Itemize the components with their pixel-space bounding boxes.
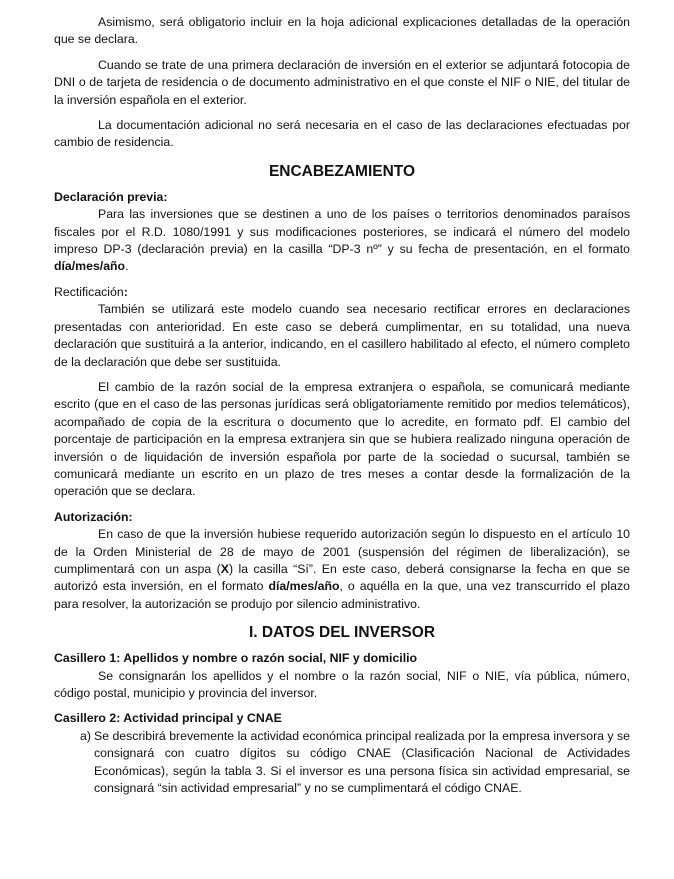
section-title-datos-inversor: I. DATOS DEL INVERSOR bbox=[248, 624, 436, 642]
date-format-bold: día/mes/año bbox=[268, 579, 340, 594]
intro-paragraph-2: Cuando se trate de una primera declaración de inversión en el exterior se adjuntará fotocopia de DNI o de tarjeta de residencia o de documento administrativo en el que conste el NIF o NIE, del titular de la inversión española en el exterior. bbox=[54, 57, 630, 107]
section-title-encabezamiento: ENCABEZAMIENTO bbox=[268, 162, 416, 180]
rectificacion-heading-colon: : bbox=[123, 284, 128, 299]
list-marker-a: a) bbox=[80, 728, 91, 743]
casillero-2-heading: Casillero 2: Actividad principal y CNAE bbox=[54, 711, 282, 726]
rectificacion-heading-text: Rectificación bbox=[54, 284, 124, 299]
declaracion-previa-paragraph bbox=[54, 206, 630, 276]
rectificacion-heading bbox=[54, 284, 630, 301]
date-format-bold: día/mes/año bbox=[54, 259, 126, 274]
declaracion-previa-end: . bbox=[125, 259, 129, 274]
autorizacion-text-1: En caso de que la inversión hubiese requerido autorización según lo dispuesto en el artículo 10 de la Orden Ministerial de 28 de mayo de 2001 (suspensión del régimen de liberalización), se cumplimentará con un aspa ( bbox=[54, 527, 630, 576]
intro-paragraph-3: La documentación adicional no será necesaria en el caso de las declaraciones efectuadas por cambio de residencia. bbox=[54, 118, 630, 150]
declaracion-previa-text: Para las inversiones que se destinen a uno de los países o territorios denominados paraísos fiscales por el R.D. 1080/1991 y sus modificaciones posteriores, se indicará el número del modelo impreso DP-3 (declaración previa) en la casilla “DP-3 nº” y su fecha de presentación, en el formato bbox=[54, 207, 630, 257]
casillero-2-list-item-a bbox=[54, 728, 630, 798]
casillero-1-paragraph: Se consignarán los apellidos y el nombre o la razón social, NIF o NIE, vía pública, número, código postal, municipio y provincia del inversor. bbox=[54, 668, 630, 700]
autorizacion-text-3: , o aquélla en la que, una vez transcurrido el plazo para resolver, la autorización se produjo por silencio administrativo. bbox=[54, 579, 630, 611]
rectificacion-paragraph-1: También se utilizará este modelo cuando sea necesario rectificar errores en declaraciones presentadas con anterioridad. En este caso se deberá cumplimentar, en su totalidad, una nueva declaración que sustituirá a la anterior, indicando, en el casillero habilitado al efecto, el número completo de la declaración que debe ser sustituida. bbox=[54, 302, 630, 369]
casillero-1-heading: Casillero 1: Apellidos y nombre o razón social, NIF y domicilio bbox=[54, 651, 418, 666]
intro-paragraph-1: Asimismo, será obligatorio incluir en la hoja adicional explicaciones detalladas de la operación que se declara. bbox=[54, 15, 630, 47]
declaracion-previa-heading: Declaración previa: bbox=[54, 189, 168, 204]
autorizacion-paragraph bbox=[54, 526, 630, 613]
rectificacion-paragraph-2: El cambio de la razón social de la empresa extranjera o española, se comunicará mediante escrito (que en el caso de las personas jurídicas será obligatoriamente remitido por medios telemáticos), acompañado de copia de la escritura o documento que lo acredite, en formato pdf. El cambio del porcentaje de participación en la empresa extranjera sin que se hubiera realizado ninguna operación de inversión o de liquidación de inversión española por parte de la sociedad o sucursal, también se comunicará mediante un escrito en un plazo de tres meses a contar desde la formalización de la operación que se declara. bbox=[54, 379, 630, 499]
aspa-x-bold: X bbox=[220, 561, 229, 576]
autorizacion-heading: Autorización: bbox=[54, 509, 133, 524]
autorizacion-text-2: ) la casilla “Sí”. En este caso, deberá consignarse la fecha en que se autorizó esta inversión, en el formato bbox=[54, 561, 630, 594]
casillero-2-item-a-text: Se describirá brevemente la actividad económica principal realizada por la empresa inversora y se consignará con cuatro dígitos su código CNAE (Clasificación Nacional de Actividades Económicas), según la tabla 3. Si el inversor es una persona física sin actividad empresarial, se consignará “sin actividad empresarial” y no se cumplimentará el código CNAE. bbox=[94, 728, 630, 796]
